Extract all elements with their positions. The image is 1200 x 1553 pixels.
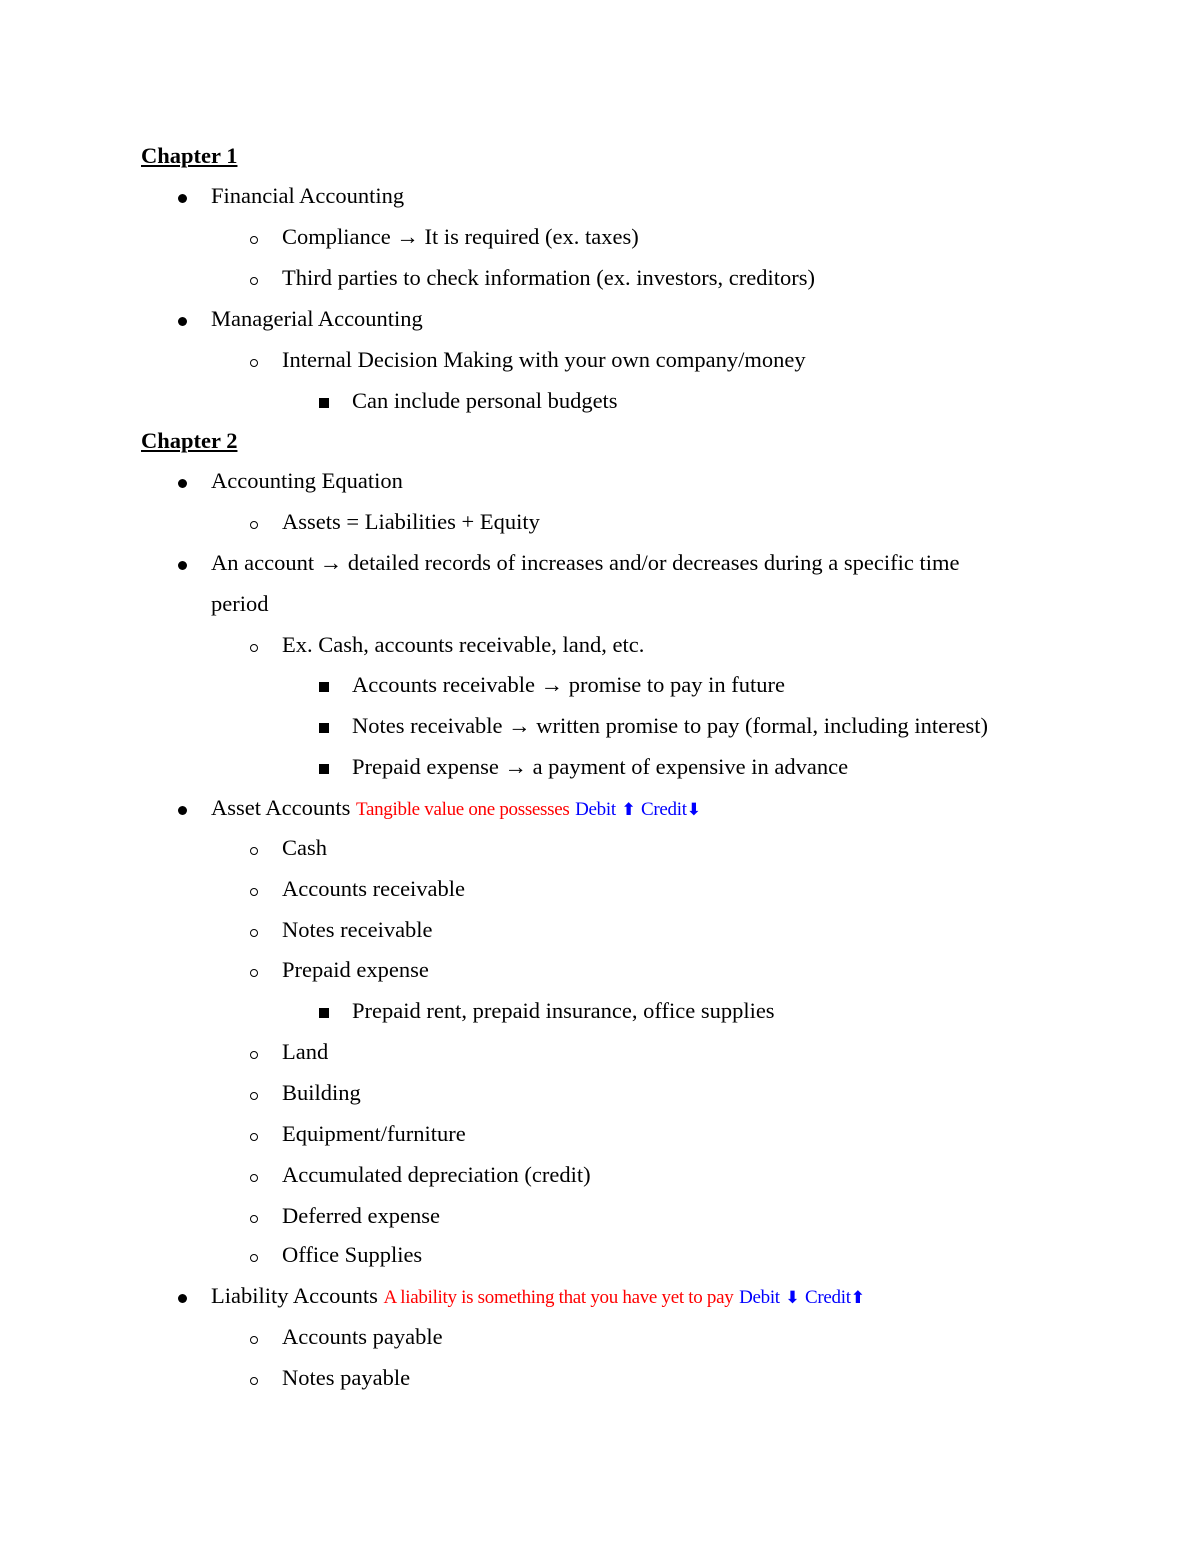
list-item: Accounts receivable → promise to pay in future <box>352 672 785 697</box>
square-bullet-icon <box>319 388 329 416</box>
list-item: Financial Accounting <box>211 183 405 208</box>
list-item: Ex. Cash, accounts receivable, land, etc. <box>282 632 645 657</box>
filled-bullet-icon <box>178 468 187 496</box>
hollow-bullet-icon <box>250 1324 258 1352</box>
list-item: Accumulated depreciation (credit) <box>282 1162 591 1187</box>
up-arrow-icon: ⬆ <box>621 800 636 820</box>
hollow-bullet-icon <box>250 265 258 293</box>
list-item: Notes receivable <box>282 917 433 942</box>
filled-bullet-icon <box>178 183 187 211</box>
hollow-bullet-icon <box>250 1242 258 1270</box>
list-item: Accounts receivable <box>282 876 466 901</box>
filled-bullet-icon <box>178 550 187 578</box>
hollow-bullet-icon <box>250 509 258 537</box>
filled-bullet-icon <box>178 1283 187 1311</box>
list-item: Assets = Liabilities + Equity <box>282 509 540 534</box>
hollow-bullet-icon <box>250 1080 258 1108</box>
hollow-bullet-icon <box>250 1162 258 1190</box>
list-item: Prepaid expense <box>282 957 429 982</box>
list-item-continuation: period <box>211 591 269 616</box>
hollow-bullet-icon <box>250 1121 258 1149</box>
chapter-1-heading: Chapter 1 <box>141 143 238 168</box>
list-item: Accounting Equation <box>211 468 403 493</box>
liability-debit-label: Debit <box>739 1287 780 1308</box>
liability-accounts-line <box>211 1282 865 1312</box>
list-item: Can include personal budgets <box>352 388 618 413</box>
asset-accounts-note: Tangible value one possesses <box>356 799 570 820</box>
hollow-bullet-icon <box>250 917 258 945</box>
list-item: Cash <box>282 835 327 860</box>
hollow-bullet-icon <box>250 835 258 863</box>
list-item: Deferred expense <box>282 1203 441 1228</box>
asset-credit-label: Credit <box>641 799 687 820</box>
list-item: Office Supplies <box>282 1242 423 1267</box>
list-item: Notes receivable → written promise to pay (formal, including interest) <box>352 713 989 738</box>
chapter-2-heading: Chapter 2 <box>141 428 238 453</box>
list-item: Third parties to check information (ex. investors, creditors) <box>282 265 815 290</box>
filled-bullet-icon <box>178 795 187 823</box>
liability-credit-label: Credit <box>804 1287 851 1308</box>
down-arrow-icon: ⬇ <box>686 800 701 820</box>
list-item: Equipment/furniture <box>282 1121 466 1146</box>
list-item: Prepaid rent, prepaid insurance, office supplies <box>352 998 775 1023</box>
list-item: Managerial Accounting <box>211 306 423 331</box>
list-item: Prepaid expense → a payment of expensive in advance <box>352 754 849 779</box>
list-item: Accounts payable <box>282 1324 443 1349</box>
hollow-bullet-icon <box>250 224 258 252</box>
liability-accounts-note: A liability is something that you have yet to pay <box>383 1287 734 1308</box>
hollow-bullet-icon <box>250 1203 258 1231</box>
square-bullet-icon <box>319 998 329 1026</box>
up-arrow-icon: ⬆ <box>850 1288 865 1308</box>
asset-accounts-label: Asset Accounts <box>211 795 351 820</box>
asset-accounts-line <box>211 794 701 824</box>
hollow-bullet-icon <box>250 1039 258 1067</box>
down-arrow-icon: ⬇ <box>785 1288 800 1308</box>
list-item: Building <box>282 1080 361 1105</box>
hollow-bullet-icon <box>250 632 258 660</box>
hollow-bullet-icon <box>250 1365 258 1393</box>
square-bullet-icon <box>319 754 329 782</box>
list-item: Compliance → It is required (ex. taxes) <box>282 224 639 249</box>
liability-accounts-label: Liability Accounts <box>211 1283 378 1308</box>
list-item: Land <box>282 1039 329 1064</box>
hollow-bullet-icon <box>250 347 258 375</box>
list-item: Notes payable <box>282 1365 411 1390</box>
square-bullet-icon <box>319 713 329 741</box>
list-item: Internal Decision Making with your own company/money <box>282 347 806 372</box>
square-bullet-icon <box>319 672 329 700</box>
filled-bullet-icon <box>178 306 187 334</box>
asset-debit-label: Debit <box>575 799 616 820</box>
list-item: An account → detailed records of increases and/or decreases during a specific time <box>211 550 960 575</box>
hollow-bullet-icon <box>250 876 258 904</box>
hollow-bullet-icon <box>250 957 258 985</box>
